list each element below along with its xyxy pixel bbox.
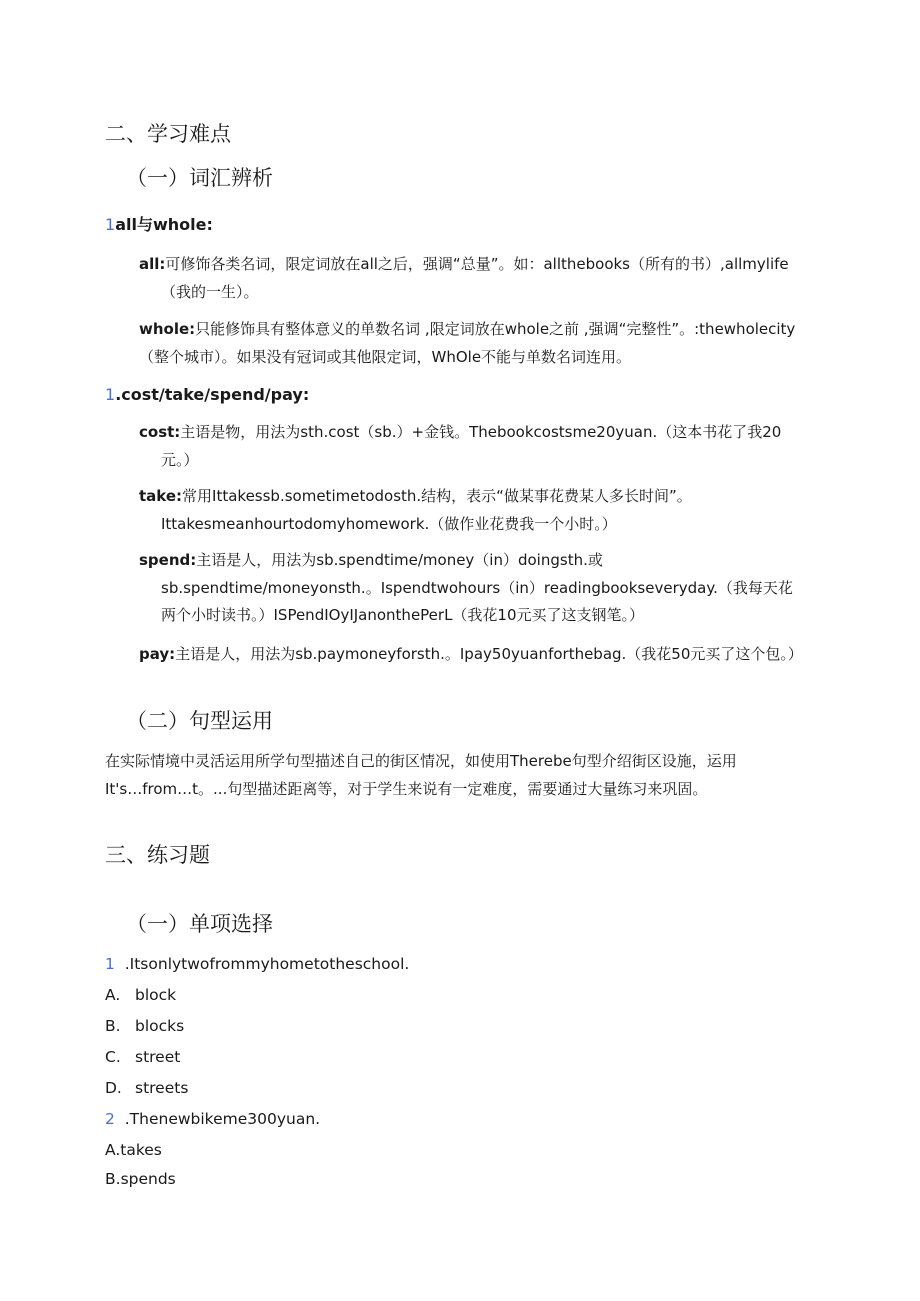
entry-text-cont: sb.spendtime/moneyonsth.。Ispendtwohours（in）readingbookseveryday.（我每天花 [161, 578, 793, 597]
option-a[interactable] [105, 1141, 162, 1159]
item-title-all-whole [105, 212, 213, 235]
option-text: block [135, 986, 177, 1004]
entry-term: whole: [139, 320, 196, 338]
entry-take [139, 483, 814, 538]
entry-pay [139, 641, 814, 669]
entry-text: 常用Ittakessb.sometimetodosth.结构，表示“做某事花费某人多长时间”。 [182, 487, 692, 505]
entry-text-cont: （我的一生）。 [161, 282, 259, 301]
option-text: spends [120, 1170, 176, 1188]
option-letter: A. [105, 986, 121, 1004]
item-title-text: .cost/take/spend/pay: [115, 385, 310, 404]
entry-whole [139, 316, 814, 371]
entry-text: 主语是人，用法为sb.paymoneyforsth.。Ipay50yuanforthebag.（我花50元买了这个包。） [175, 645, 803, 663]
question-text: .Itsonlytwofrommyhometotheschool. [124, 955, 410, 973]
option-b[interactable] [105, 1170, 176, 1188]
entry-text-cont: 两个小时读书。）ISPendIOyIJanonthePerL（我花10元买了这支钢笔。） [161, 606, 645, 624]
section-heading-exercises: 三、练习题 [105, 843, 210, 867]
option-letter: A. [105, 1141, 121, 1159]
option-text: takes [120, 1141, 162, 1159]
option-b[interactable] [105, 1017, 184, 1035]
subsection-heading-vocab: （一）词汇辨析 [126, 166, 273, 190]
option-letter: B. [105, 1170, 121, 1188]
item-title-cost-take-spend-pay [105, 385, 309, 404]
question-1 [105, 955, 409, 973]
question-text: .Thenewbikeme300yuan. [124, 1110, 321, 1128]
item-title-text: all与whole: [115, 215, 213, 234]
question-number: 2 [105, 1110, 115, 1128]
question-2 [105, 1110, 320, 1128]
option-d[interactable] [105, 1079, 188, 1097]
entry-text-cont: （整个城市）。如果没有冠词或其他限定词，WhOle不能与单数名词连用。 [139, 347, 632, 366]
entry-spend [139, 547, 814, 630]
subsection-heading-sentence-use: （二）句型运用 [126, 709, 273, 733]
option-letter: B. [105, 1017, 121, 1035]
subsection-heading-single-choice: （一）单项选择 [126, 912, 273, 936]
question-number: 1 [105, 955, 115, 973]
entry-text: 主语是物，用法为sth.cost（sb.）+金钱。Thebookcostsme20yuan.（这本书花了我20 [180, 423, 782, 441]
paragraph-line: It's…from…t。...句型描述距离等，对于学生来说有一定难度，需要通过大量练习来巩固。 [105, 779, 708, 798]
option-text: streets [135, 1079, 189, 1097]
item-number: 1 [105, 385, 116, 404]
option-text: blocks [135, 1017, 185, 1035]
paragraph-line: 在实际情境中灵活运用所学句型描述自己的街区情况，如使用Therebe句型介绍街区设施，运用 [105, 752, 737, 770]
option-letter: D. [105, 1079, 122, 1097]
section-heading-difficulties: 二、学习难点 [105, 122, 231, 146]
entry-text: 主语是人，用法为sb.spendtime/money（in）doingsth.或 [196, 551, 603, 569]
entry-cost [139, 419, 814, 474]
entry-text-cont: 元。） [161, 450, 199, 469]
item-number: 1 [105, 215, 116, 234]
option-text: street [135, 1048, 181, 1066]
entry-all [139, 251, 814, 306]
entry-text: 只能修饰具有整体意义的单数名词 ,限定词放在whole之前 ,强调“完整性”。:thewholecity [195, 320, 796, 338]
entry-text-cont: Ittakesmeanhourtodomyhomework.（做作业花费我一个小时。） [161, 514, 617, 533]
option-a[interactable] [105, 986, 176, 1004]
sentence-use-paragraph [105, 748, 795, 803]
entry-term: take: [139, 487, 183, 505]
entry-term: pay: [139, 645, 176, 663]
entry-text: 可修饰各类名词，限定词放在all之后，强调“总量”。如：allthebooks（所有的书）,allmylife [165, 255, 789, 273]
entry-term: all: [139, 255, 166, 273]
entry-term: cost: [139, 423, 181, 441]
option-letter: C. [105, 1048, 121, 1066]
entry-term: spend: [139, 551, 197, 569]
option-c[interactable] [105, 1048, 180, 1066]
